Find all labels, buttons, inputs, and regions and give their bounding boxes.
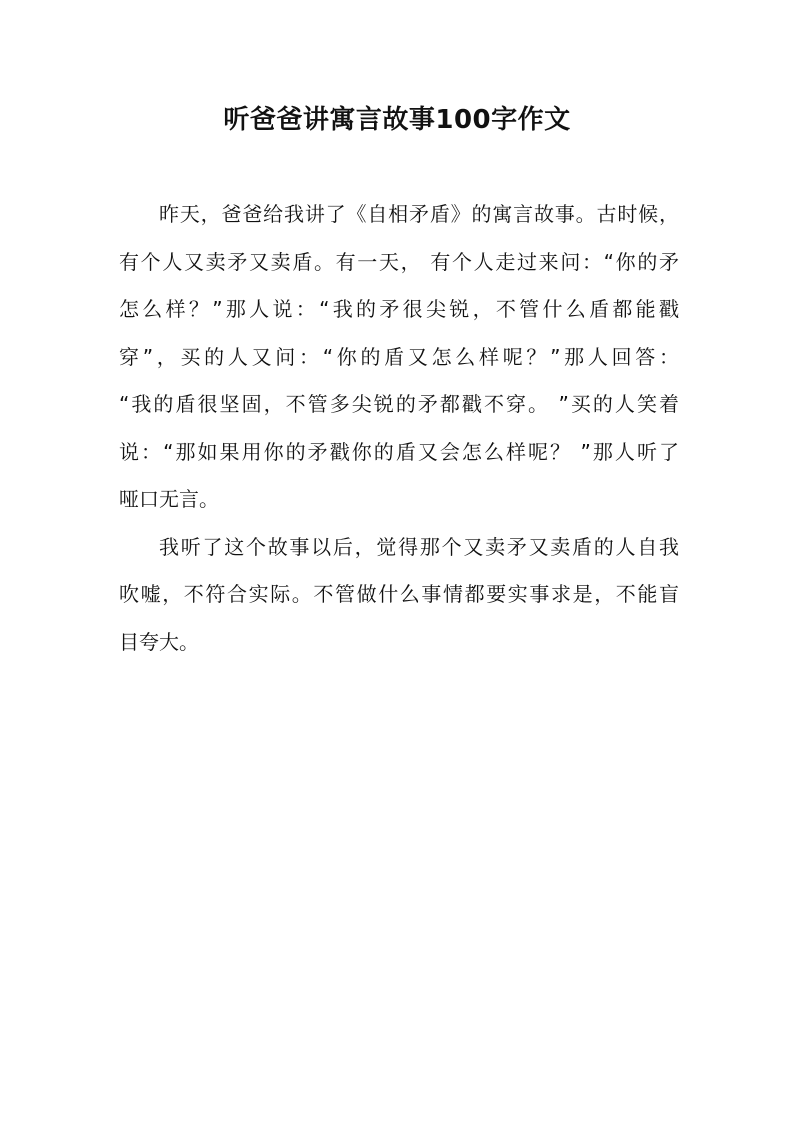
text-line: 说：“那如果用你的矛戳你的盾又会怎么样呢？ ”那人听了: [119, 439, 679, 464]
document-body: [119, 191, 679, 666]
document-title: 听爸爸讲寓言故事100字作文: [223, 105, 571, 135]
text-line: 吹嘘，不符合实际。不管做什么事情都要实事求是，不能盲: [119, 582, 679, 606]
text-line: 昨天，爸爸给我讲了《自相矛盾》的寓言故事。古时候，: [159, 202, 679, 226]
text-line: 穿”，买的人又问：“你的盾又怎么样呢？”那人回答：: [119, 344, 679, 369]
paragraph-1: [119, 191, 679, 524]
text-line: 我听了这个故事以后，觉得那个又卖矛又卖盾的人自我: [159, 534, 679, 559]
paragraph-2: [119, 524, 679, 667]
text-line: 怎么样？”那人说：“我的矛很尖锐，不管什么盾都能戳: [119, 297, 679, 321]
text-line: 有个人又卖矛又卖盾。有一天， 有个人走过来问：“你的矛: [119, 249, 679, 274]
text-line: 哑口无言。: [119, 487, 219, 511]
text-line: “我的盾很坚固，不管多尖锐的矛都戳不穿。 ”买的人笑着: [119, 392, 679, 416]
text-line: 目夸大。: [119, 629, 199, 654]
